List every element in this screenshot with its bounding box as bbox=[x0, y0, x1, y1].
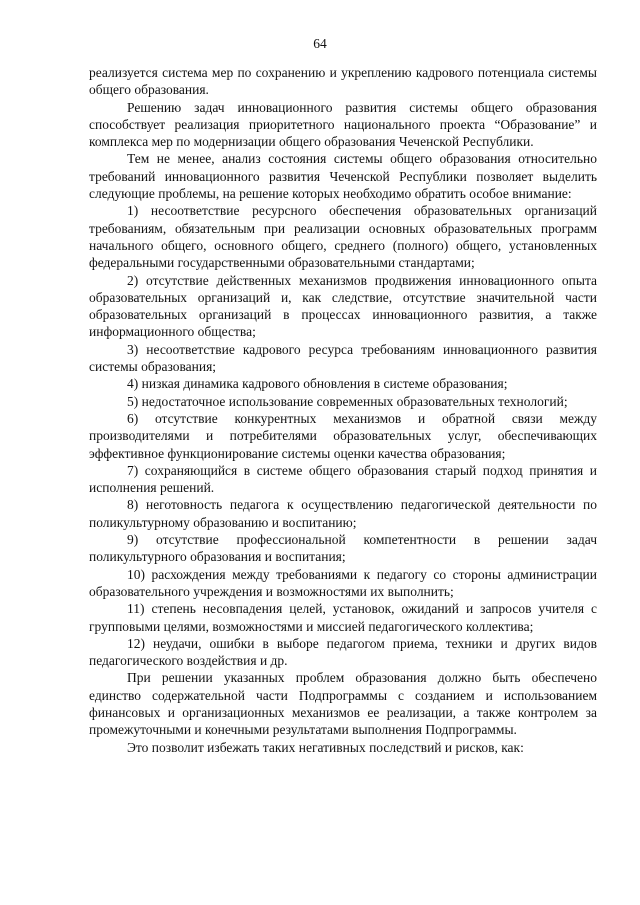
list-item: 1) несоответствие ресурсного обеспечения образовательных организаций требованиям, обязательным при реализации основных образовательных программ начального общего, основного общего, среднего (полного) общего, установленных федеральными государственными образовательными стандартами; bbox=[89, 203, 597, 271]
list-item: 4) низкая динамика кадрового обновления в системе образования; bbox=[127, 376, 508, 392]
list-item: 10) расхождения между требованиями к педагогу со стороны администрации образовательного учреждения и возможностями их выполнить; bbox=[89, 566, 597, 599]
list-item: 9) отсутствие профессиональной компетентности в решении задач поликультурного образования и воспитания; bbox=[89, 532, 597, 565]
paragraph-continuation: реализуется система мер по сохранению и укреплению кадрового потенциала системы общего образования. bbox=[89, 65, 597, 98]
list-item: 7) сохраняющийся в системе общего образования старый подход принятия и исполнения решений. bbox=[89, 462, 597, 496]
list-item: 6) отсутствие конкурентных механизмов и обратной связи между производителями и потребителями образовательных услуг, обеспечивающих эффективное функционирование системы оценки качества образования; bbox=[89, 410, 597, 461]
paragraph: При решении указанных проблем образования должно быть обеспечено единство содержательной части Подпрограммы с созданием и использованием финансовых и организационных механизмов ее реализации, а также контролем за промежуточными и конечными результатами выполнения Подпрограммы. bbox=[89, 670, 597, 738]
list-item: 11) степень несовпадения целей, установок, ожиданий и запросов учителя с групповыми целями, возможностями и миссией педагогического коллектива; bbox=[89, 601, 597, 634]
page-number: 64 bbox=[313, 36, 327, 51]
paragraph: Решению задач инновационного развития системы общего образования способствует реализация приоритетного национального проекта “Образование” и комплекса мер по модернизации общего образования Чеченской Республики. bbox=[89, 99, 597, 150]
list-item: 2) отсутствие действенных механизмов продвижения инновационного опыта образовательных организаций и, как следствие, отсутствие значительной части образовательных организаций в процессах инновационного развития, а также информационного общества; bbox=[89, 272, 597, 340]
list-item: 5) недостаточное использование современных образовательных технологий; bbox=[127, 393, 568, 409]
list-item: 3) несоответствие кадрового ресурса требованиям инновационного развития системы образования; bbox=[89, 341, 597, 375]
list-item: 8) неготовность педагога к осуществлению педагогической деятельности по поликультурному образованию и воспитанию; bbox=[89, 497, 597, 530]
document-body bbox=[89, 64, 597, 756]
list-item: 12) неудачи, ошибки в выборе педагогом приема, техники и других видов педагогического воздействия и др. bbox=[89, 635, 597, 669]
paragraph: Это позволит избежать таких негативных последствий и рисков, как: bbox=[127, 739, 524, 755]
paragraph: Тем не менее, анализ состояния системы общего образования относительно требований инновационного развития Чеченской Республики позволяет выделить следующие проблемы, на решение которых необходимо обратить особое внимание: bbox=[89, 151, 597, 202]
